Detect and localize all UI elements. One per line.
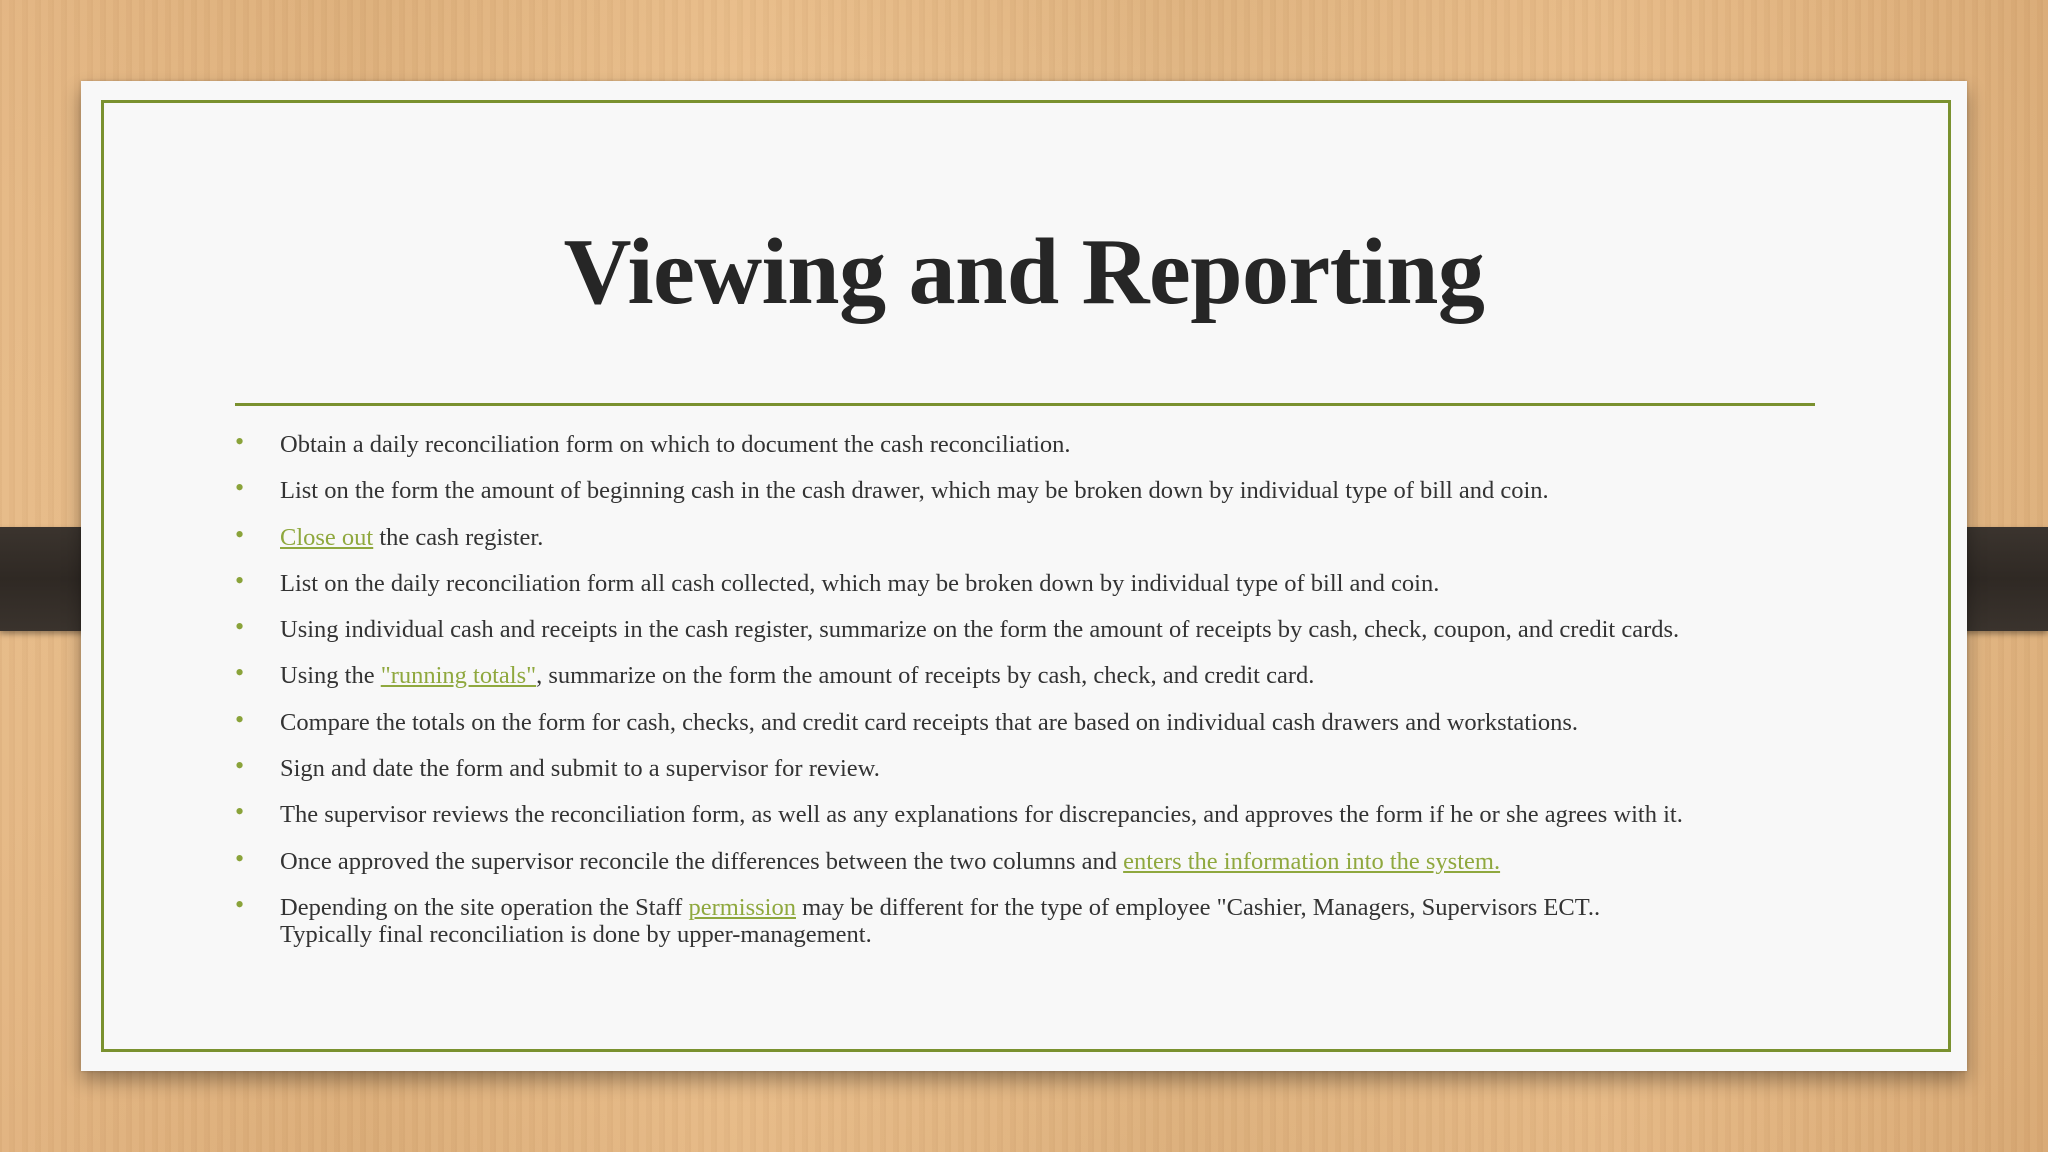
slide — [81, 81, 1967, 1071]
bullet-list — [235, 431, 1895, 948]
bullet-line-continuation: Typically final reconciliation is done by upper-management. — [280, 920, 872, 948]
running-totals-link[interactable]: "running totals" — [380, 662, 537, 690]
bullet-text: Once approved the supervisor reconcile the differences between the two columns and — [280, 847, 1124, 875]
bullet-item — [235, 755, 1895, 801]
title-divider — [235, 403, 1815, 406]
bullet-text: Using the — [280, 662, 381, 690]
bullet-text: Depending on the site operation the Staff — [280, 893, 689, 921]
bullet-item — [235, 477, 1895, 523]
enters-information-link[interactable]: enters the information into the system. — [1123, 847, 1501, 875]
bullet-item — [235, 431, 1895, 477]
bullet-text: Compare the totals on the form for cash, checks, and credit card receipts that are based on individual cash drawers and workstations. — [280, 708, 1579, 736]
bullet-text: the cash register. — [373, 523, 544, 551]
bullet-item — [235, 894, 1895, 948]
permission-link[interactable]: permission — [688, 893, 796, 921]
slide-title: Viewing and Reporting — [563, 220, 1485, 324]
bullet-text: Using individual cash and receipts in the cash register, summarize on the form the amount of receipts by cash, check, coupon, and credit cards. — [280, 616, 1680, 644]
bullet-item — [235, 616, 1895, 662]
close-out-link[interactable]: Close out — [280, 523, 374, 551]
bullet-text: , summarize on the form the amount of receipts by cash, check, and credit card. — [536, 662, 1315, 690]
bullet-item — [235, 662, 1895, 708]
bullet-item — [235, 709, 1895, 755]
bullet-text: Obtain a daily reconciliation form on which to document the cash reconciliation. — [280, 431, 1071, 458]
bullet-text: List on the form the amount of beginning cash in the cash drawer, which may be broken down by individual type of bill and coin. — [280, 477, 1549, 505]
bullet-text: List on the daily reconciliation form all cash collected, which may be broken down by individual type of bill and coin. — [280, 569, 1440, 597]
bullet-line — [280, 894, 1895, 921]
bullet-item — [235, 570, 1895, 616]
bullet-text: may be different for the type of employee "Cashier, Managers, Supervisors ECT.. — [796, 893, 1601, 921]
bullet-item — [235, 801, 1895, 847]
bullet-item — [235, 848, 1895, 894]
bullet-item — [235, 524, 1895, 570]
bullet-text: Sign and date the form and submit to a supervisor for review. — [280, 755, 880, 783]
bullet-text: The supervisor reviews the reconciliation form, as well as any explanations for discrepancies, and approves the form if he or she agrees with it. — [280, 801, 1683, 829]
